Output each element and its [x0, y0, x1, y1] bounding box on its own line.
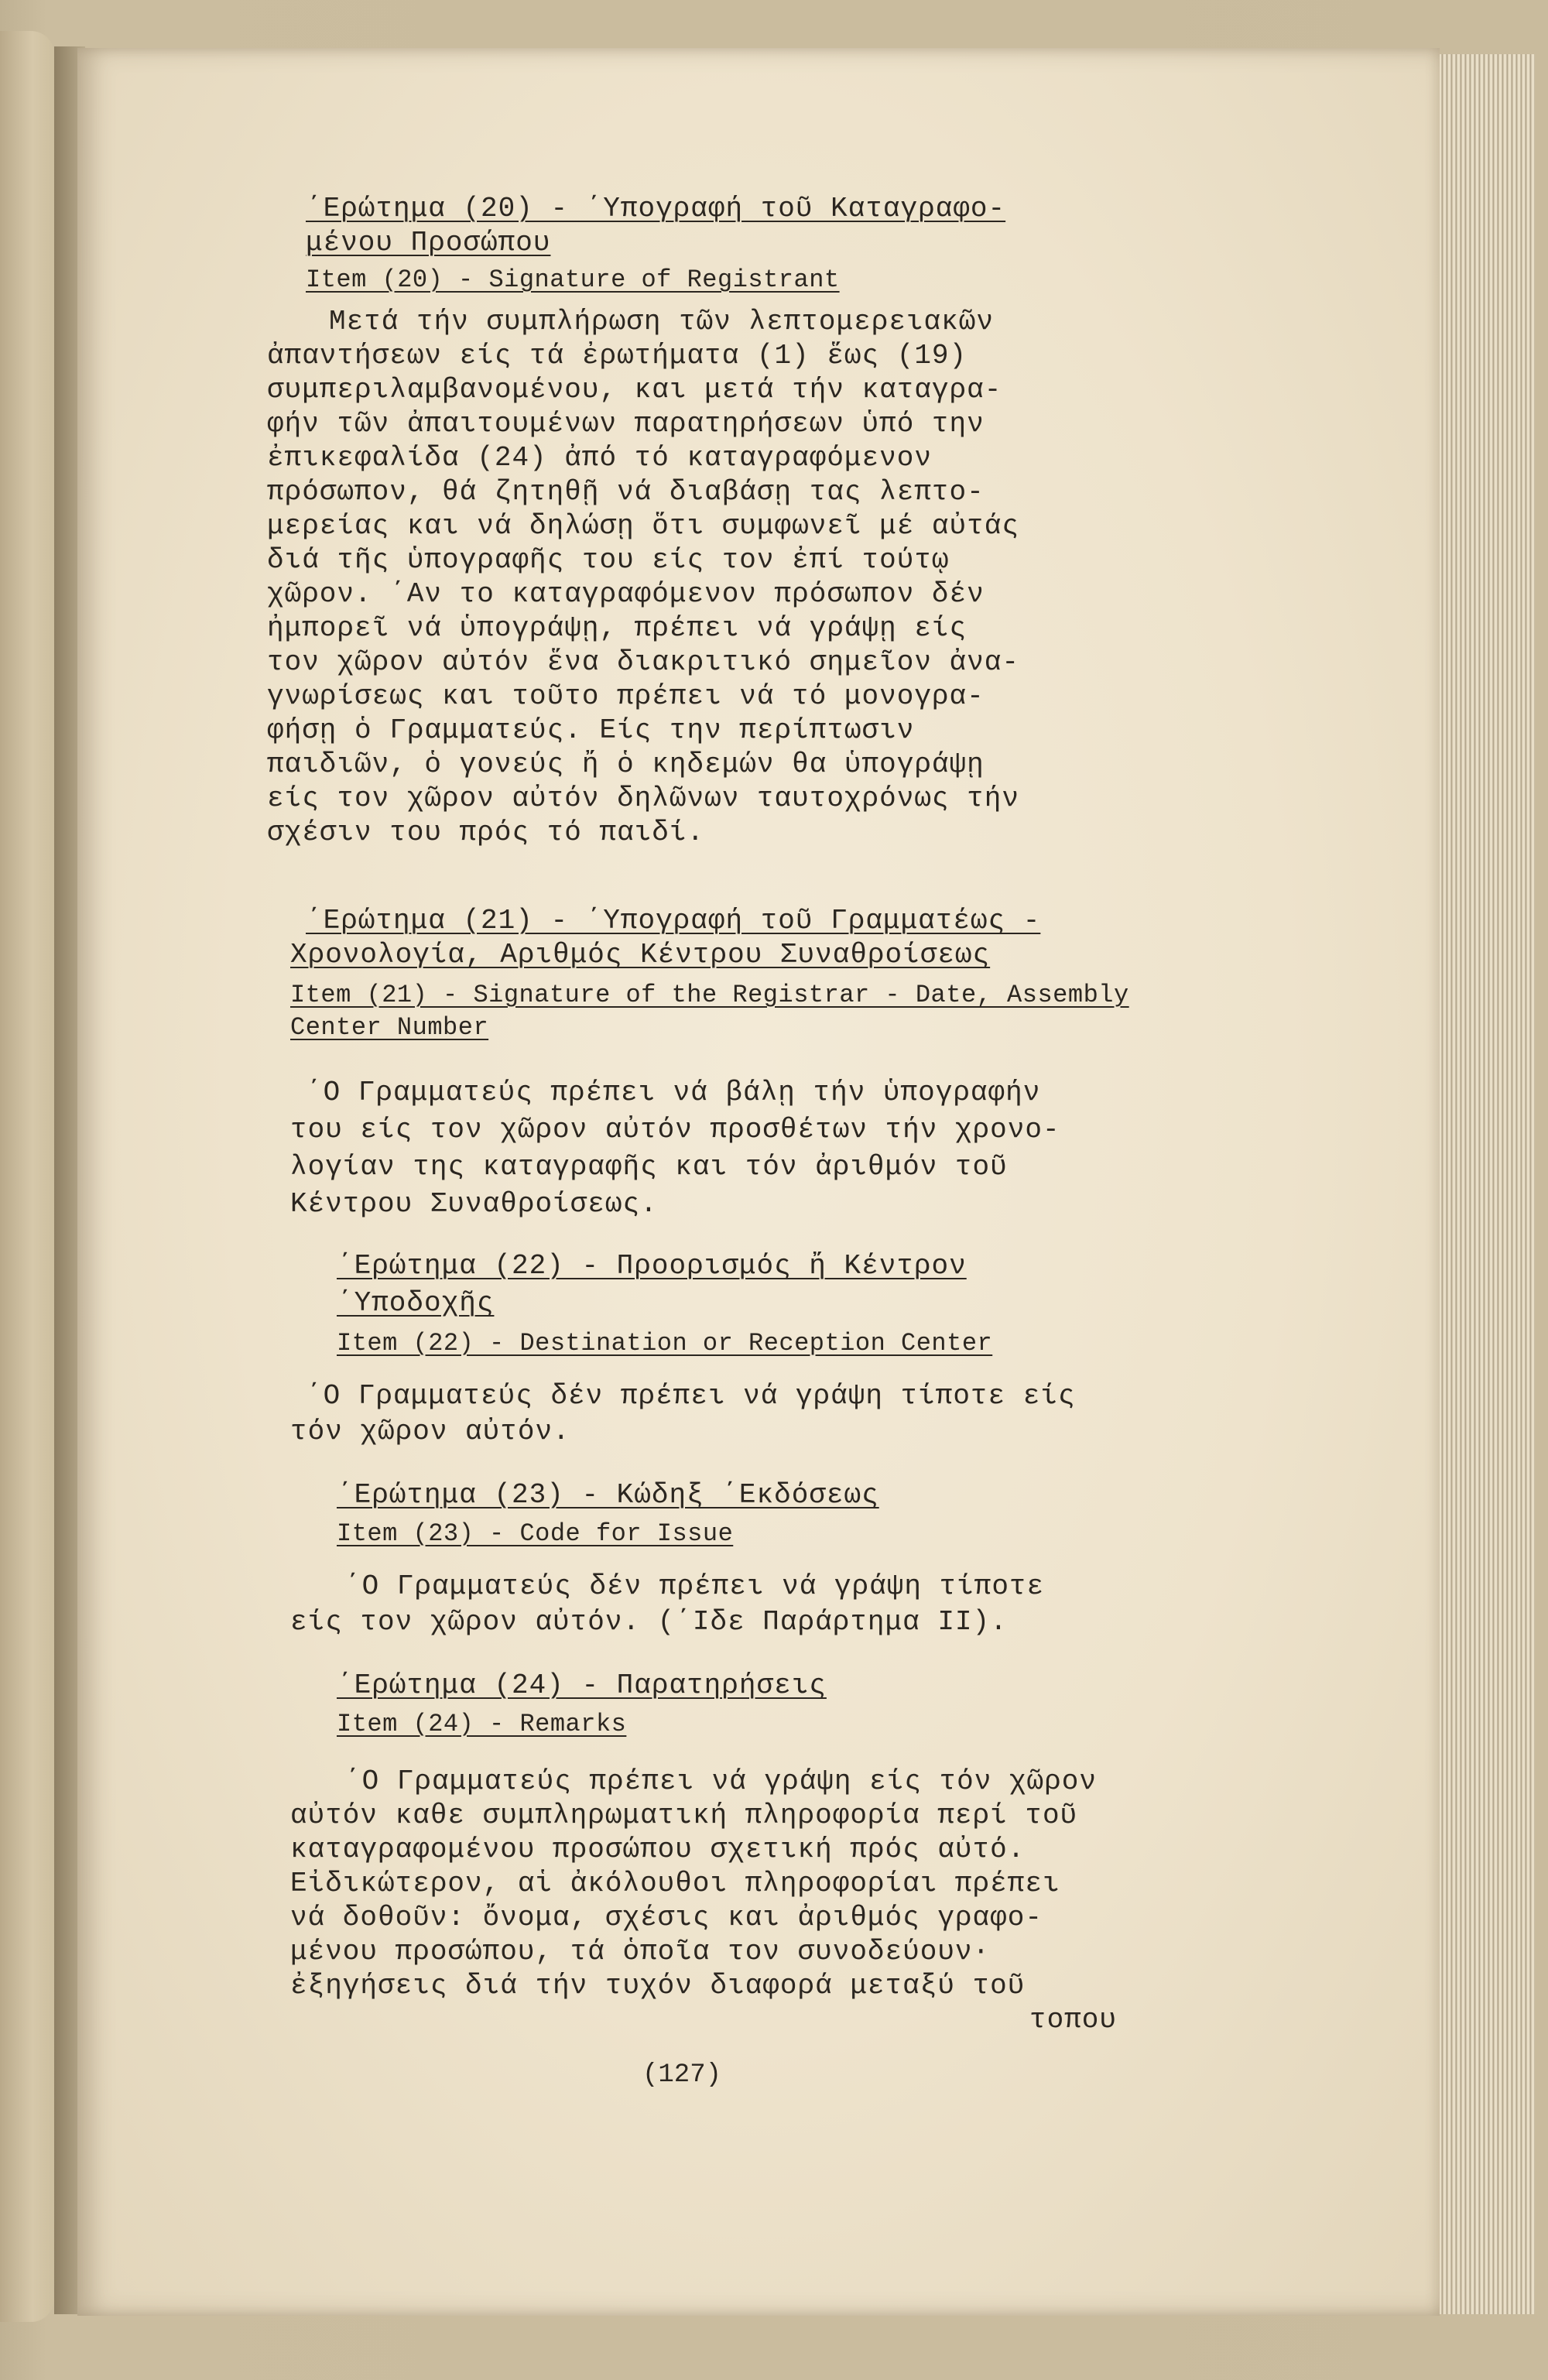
- page-number: (127): [642, 2060, 722, 2090]
- section-heading: ΄Ερώτημα (24) - Παρατηρήσεις: [337, 1669, 827, 1701]
- body-line: ΄Ο Γραμματεύς πρέπει νά γράψη είς τόν χῶρον: [344, 1765, 1097, 1797]
- item-label: Item (23) - Code for Issue: [337, 1519, 734, 1548]
- section-heading: ΄Ερώτημα (21) - ΄Υπογραφή τοῦ Γραμματέως -: [306, 905, 1041, 937]
- body-line: νά δοθοῦν: ὄνομα, σχέσις και ἀριθμός γραφο-: [290, 1902, 1043, 1933]
- body-line: είς τον χῶρον αὐτόν δηλῶνων ταυτοχρόνως τήν: [267, 782, 1019, 814]
- item-label: Item (20) - Signature of Registrant: [306, 265, 840, 294]
- body-line: χῶρον. ΄Αν το καταγραφόμενον πρόσωπον δέν: [267, 578, 985, 610]
- section-heading: ΄Ερώτημα (22) - Προορισμός ἤ Κέντρον: [337, 1250, 967, 1282]
- body-line: ἀπαντήσεων είς τά ἐρωτήματα (1) ἕως (19): [267, 340, 968, 372]
- body-line: φήσῃ ὁ Γραμματεύς. Είς την περίπτωσιν: [267, 714, 915, 746]
- body-line: ΄Ο Γραμματεύς πρέπει νά βάλῃ τήν ὑπογραφήν: [306, 1077, 1041, 1108]
- item-label: Item (21) - Signature of the Registrar - Date, Assembly: [290, 981, 1129, 1009]
- body-line: ἠμπορεῖ νά ὑπογράψῃ, πρέπει νά γράψῃ είς: [267, 612, 968, 644]
- left-page-edge: [0, 31, 54, 2322]
- item-label: Item (24) - Remarks: [337, 1710, 627, 1738]
- body-line: παιδιῶν, ὁ γονεύς ἤ ὁ κηδεμών θα ὑπογράψῃ: [267, 748, 985, 780]
- section-heading: ΄Ερώτημα (23) - Κώδηξ ΄Εκδόσεως: [337, 1479, 879, 1511]
- body-line: γνωρίσεως και τοῦτο πρέπει νά τό μονογρα-: [267, 680, 985, 712]
- body-line: Κέντρου Συναθροίσεως.: [290, 1188, 658, 1220]
- body-line: λογίαν της καταγραφῆς και τόν ἀριθμόν τοῦ: [290, 1151, 1008, 1183]
- body-line: μένου προσώπου, τά ὁποῖα τον συνοδεύουν·: [290, 1936, 991, 1967]
- body-line: αὐτόν καθε συμπληρωματική πληροφορία περί τοῦ: [290, 1800, 1078, 1831]
- body-line: φήν τῶν ἀπαιτουμένων παρατηρήσεων ὑπό την: [267, 408, 985, 440]
- body-line: του είς τον χῶρον αὐτόν προσθέτων τήν χρονο-: [290, 1114, 1060, 1145]
- section-heading: ΄Ερώτημα (20) - ΄Υπογραφή τοῦ Καταγραφο-: [306, 193, 1006, 224]
- page-stack-edges: [1432, 54, 1535, 2314]
- body-line: Μετά τήν συμπλήρωση τῶν λεπτομερειακῶν: [329, 306, 994, 337]
- body-line: συμπεριλαμβανομένου, και μετά τήν καταγρα-: [267, 374, 1002, 406]
- body-line: ΄Ο Γραμματεύς δέν πρέπει νά γράψη τίποτε: [344, 1570, 1045, 1602]
- section-heading: Χρονολογία, Αριθμός Κέντρου Συναθροίσεως: [290, 939, 991, 971]
- body-line: σχέσιν του πρός τό παιδί.: [267, 817, 705, 848]
- body-line: διά τῆς ὑπογραφῆς του είς τον ἐπί τούτῳ: [267, 544, 950, 576]
- body-line: πρόσωπον, θά ζητηθῇ νά διαβάσῃ τας λεπτο-: [267, 476, 985, 508]
- section-heading: μένου Προσώπου: [306, 227, 551, 259]
- continuation-word: τοπου: [1029, 2004, 1118, 2036]
- body-line: καταγραφομένου προσώπου σχετική πρός αὐτό.: [290, 1834, 1026, 1865]
- body-line: ἐξηγήσεις διά τήν τυχόν διαφορά μεταξύ τοῦ: [290, 1970, 1026, 2002]
- section-heading: ΄Υποδοχῆς: [337, 1287, 495, 1319]
- body-line: είς τον χῶρον αὐτόν. (΄Ιδε Παράρτημα II).: [290, 1606, 1008, 1638]
- item-label: Item (22) - Destination or Reception Center: [337, 1329, 993, 1358]
- body-line: ΄Ο Γραμματεύς δέν πρέπει νά γράψη τίποτε είς: [306, 1380, 1076, 1412]
- body-line: μερείας και νά δηλώσῃ ὅτι συμφωνεῖ μέ αὐτάς: [267, 510, 1019, 542]
- body-line: τον χῶρον αὐτόν ἕνα διακριτικό σημεῖον ἀνα-: [267, 646, 1019, 678]
- body-line: Εἰδικώτερον, αἱ ἀκόλουθοι πληροφορίαι πρέπει: [290, 1868, 1060, 1899]
- body-line: ἐπικεφαλίδα (24) ἀπό τό καταγραφόμενον: [267, 442, 932, 474]
- item-label: Center Number: [290, 1013, 489, 1042]
- body-line: τόν χῶρον αὐτόν.: [290, 1416, 570, 1447]
